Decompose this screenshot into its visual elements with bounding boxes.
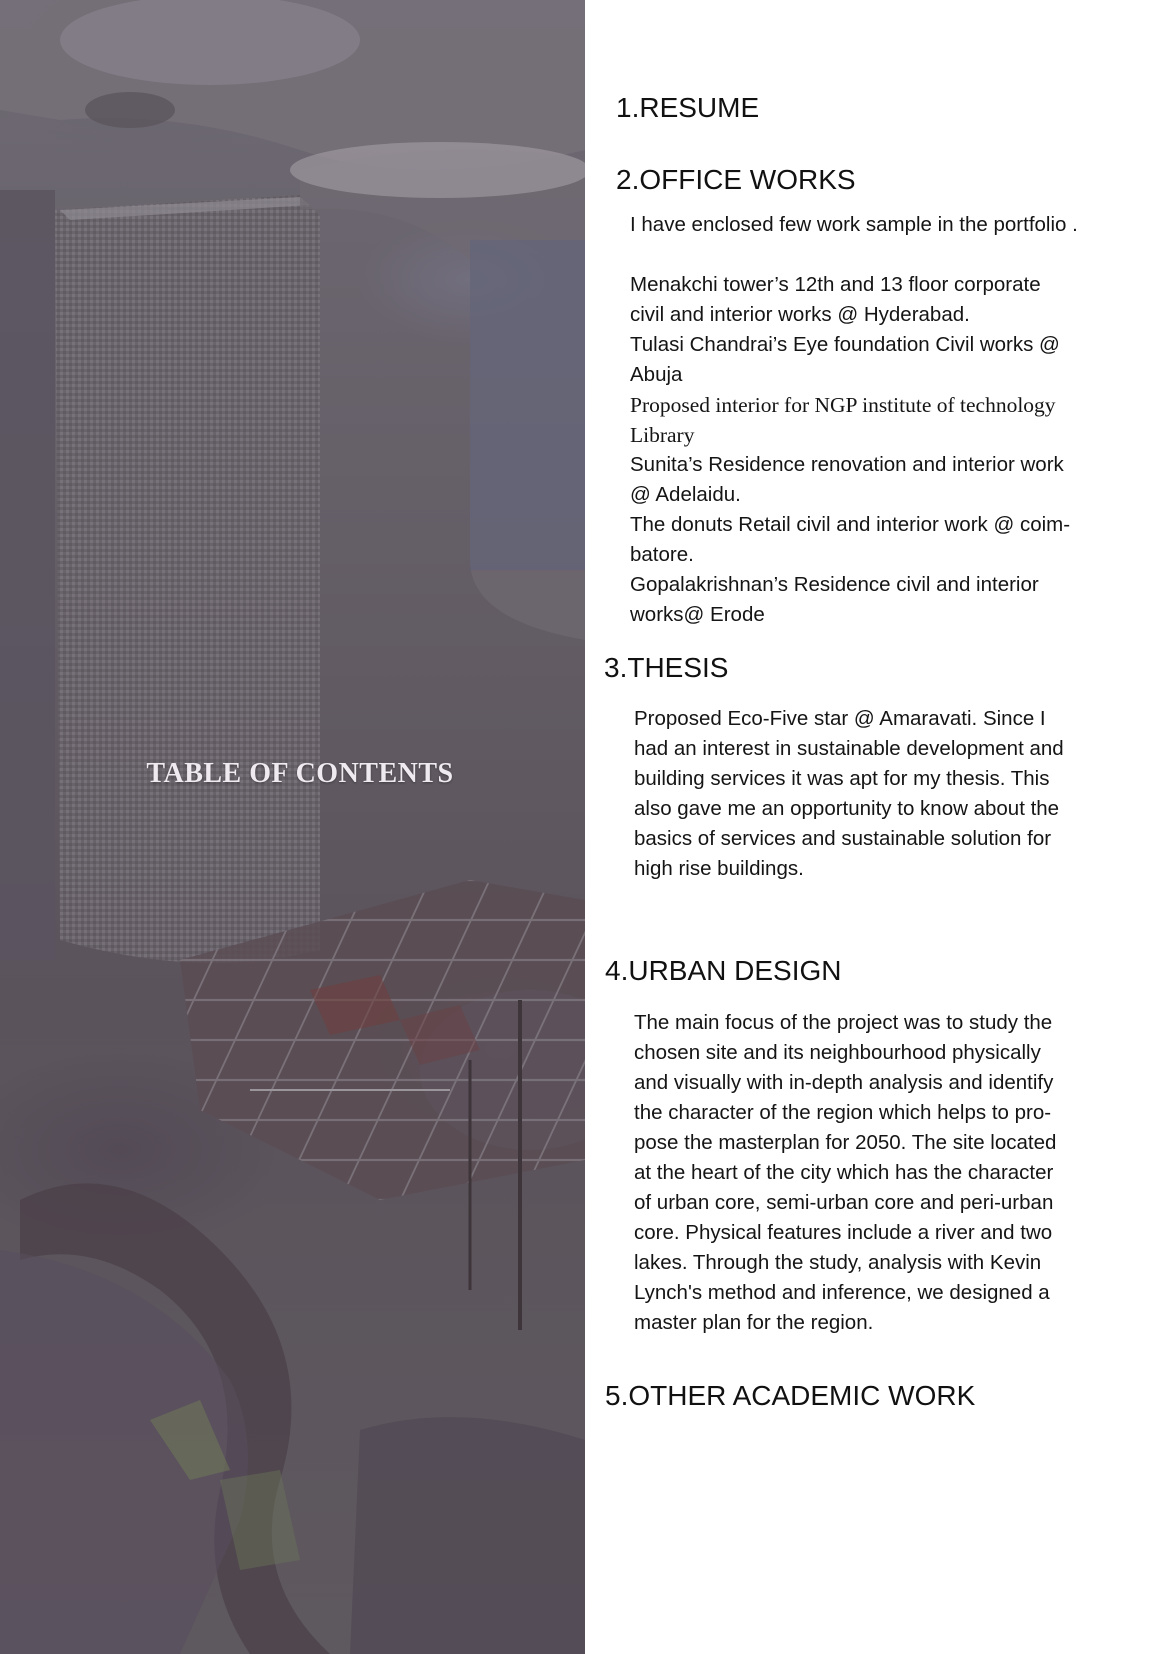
office-works-list [630, 270, 1070, 630]
section-heading-resume: 1.RESUME [616, 92, 760, 123]
table-of-contents-title: TABLE OF CONTENTS [146, 758, 454, 789]
office-works-line: The donuts Retail civil and interior work @ coim- [630, 513, 1071, 536]
office-works-line: Menakchi tower’s 12th and 13 floor corporate [630, 273, 1041, 296]
section-heading-office-works: 2.OFFICE WORKS [616, 164, 856, 195]
urban-design-line: the character of the region which helps to pro- [634, 1101, 1052, 1124]
urban-design-line: master plan for the region. [634, 1311, 874, 1334]
urban-design-line: chosen site and its neighbourhood physically [634, 1041, 1041, 1064]
urban-design-line: pose the masterplan for 2050. The site located [634, 1131, 1057, 1154]
office-works-line: Library [630, 423, 695, 447]
urban-design-line: and visually with in-depth analysis and identify [634, 1071, 1054, 1094]
urban-design-line: core. Physical features include a river and two [634, 1221, 1053, 1244]
section-heading-urban-design: 4.URBAN DESIGN [605, 955, 842, 986]
urban-design-line: at the heart of the city which has the character [634, 1161, 1054, 1184]
urban-design-line: The main focus of the project was to study the [634, 1011, 1053, 1034]
office-works-line: Sunita’s Residence renovation and interior work [630, 453, 1064, 476]
thesis-line: high rise buildings. [634, 857, 804, 880]
office-works-intro [630, 210, 1078, 240]
office-works-line: works@ Erode [630, 603, 765, 626]
thesis-line: also gave me an opportunity to know about the [634, 797, 1060, 820]
office-works-line: Tulasi Chandrai’s Eye foundation Civil works @ [630, 333, 1060, 356]
thesis-line: Proposed Eco-Five star @ Amaravati. Since I [634, 707, 1046, 730]
office-works-line: civil and interior works @ Hyderabad. [630, 303, 970, 326]
office-works-line: batore. [630, 543, 694, 566]
thesis-line: basics of services and sustainable solution for [634, 827, 1052, 850]
office-works-line: @ Adelaidu. [630, 483, 741, 506]
office-works-line: Abuja [630, 363, 683, 386]
office-works-intro-line: I have enclosed few work sample in the portfolio . [630, 213, 1078, 236]
section-heading-thesis: 3.THESIS [604, 652, 729, 683]
thesis-line: had an interest in sustainable development and [634, 737, 1064, 760]
thesis-line: building services it was apt for my thesis. This [634, 767, 1050, 790]
thesis-description [634, 704, 1064, 884]
urban-design-description [634, 1008, 1056, 1338]
office-works-line: Proposed interior for NGP institute of technology [630, 393, 1056, 417]
office-works-line: Gopalakrishnan’s Residence civil and interior [630, 573, 1039, 596]
section-heading-other-academic-work: 5.OTHER ACADEMIC WORK [605, 1380, 976, 1411]
urban-design-line: Lynch's method and inference, we designed a [634, 1281, 1050, 1304]
urban-design-line: lakes. Through the study, analysis with Kevin [634, 1251, 1042, 1274]
urban-design-line: of urban core, semi-urban core and peri-urban [634, 1191, 1054, 1214]
